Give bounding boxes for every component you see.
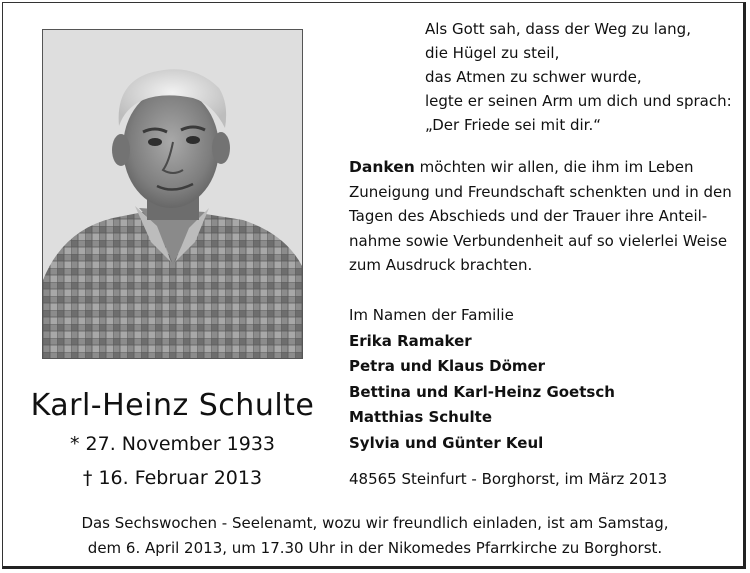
portrait-photo-illustration bbox=[43, 30, 303, 359]
service-announcement bbox=[0, 511, 750, 560]
family-member: Petra und Klaus Dömer bbox=[349, 357, 546, 375]
poem-line: „Der Friede sei mit dir.“ bbox=[425, 116, 601, 134]
thanks-line: nahme sowie Verbundenheit auf so vielerlei Weise bbox=[349, 231, 728, 250]
deceased-name: Karl-Heinz Schulte bbox=[30, 388, 315, 423]
thanks-line bbox=[349, 155, 729, 180]
family-member: Matthias Schulte bbox=[349, 408, 493, 426]
death-date: † 16. Februar 2013 bbox=[82, 467, 263, 489]
birth-date: * 27. November 1933 bbox=[69, 433, 276, 455]
thanks-line: zum Ausdruck brachten. bbox=[349, 256, 533, 274]
portrait-photo bbox=[42, 29, 303, 359]
thanks-line: Zuneigung und Freundschaft schenkten und in den bbox=[349, 182, 732, 201]
thanks-line-rest: möchten wir allen, die ihm im Leben bbox=[414, 158, 694, 176]
poem-line: die Hügel zu steil, bbox=[425, 44, 560, 62]
family-signatures bbox=[349, 303, 615, 456]
poem-line: Als Gott sah, dass der Weg zu lang, bbox=[425, 20, 691, 38]
thanks-lead: Danken bbox=[349, 158, 415, 176]
thanks-paragraph bbox=[349, 155, 732, 278]
service-line: dem 6. April 2013, um 17.30 Uhr in der Nikomedes Pfarrkirche zu Borghorst. bbox=[87, 538, 663, 557]
poem bbox=[425, 17, 732, 137]
family-member: Sylvia und Günter Keul bbox=[349, 433, 544, 452]
poem-line: das Atmen zu schwer wurde, bbox=[425, 68, 642, 86]
thanks-line: Tagen des Abschieds und der Trauer ihre Anteil- bbox=[349, 207, 708, 225]
family-member: Erika Ramaker bbox=[349, 331, 472, 350]
service-line: Das Sechswochen - Seelenamt, wozu wir freundlich einladen, ist am Samstag, bbox=[81, 514, 669, 532]
family-intro: Im Namen der Familie bbox=[349, 306, 514, 324]
place-and-date: 48565 Steinfurt - Borghorst, im März 2013 bbox=[349, 470, 668, 488]
poem-line: legte er seinen Arm um dich und sprach: bbox=[425, 92, 732, 110]
family-member: Bettina und Karl-Heinz Goetsch bbox=[349, 382, 615, 401]
